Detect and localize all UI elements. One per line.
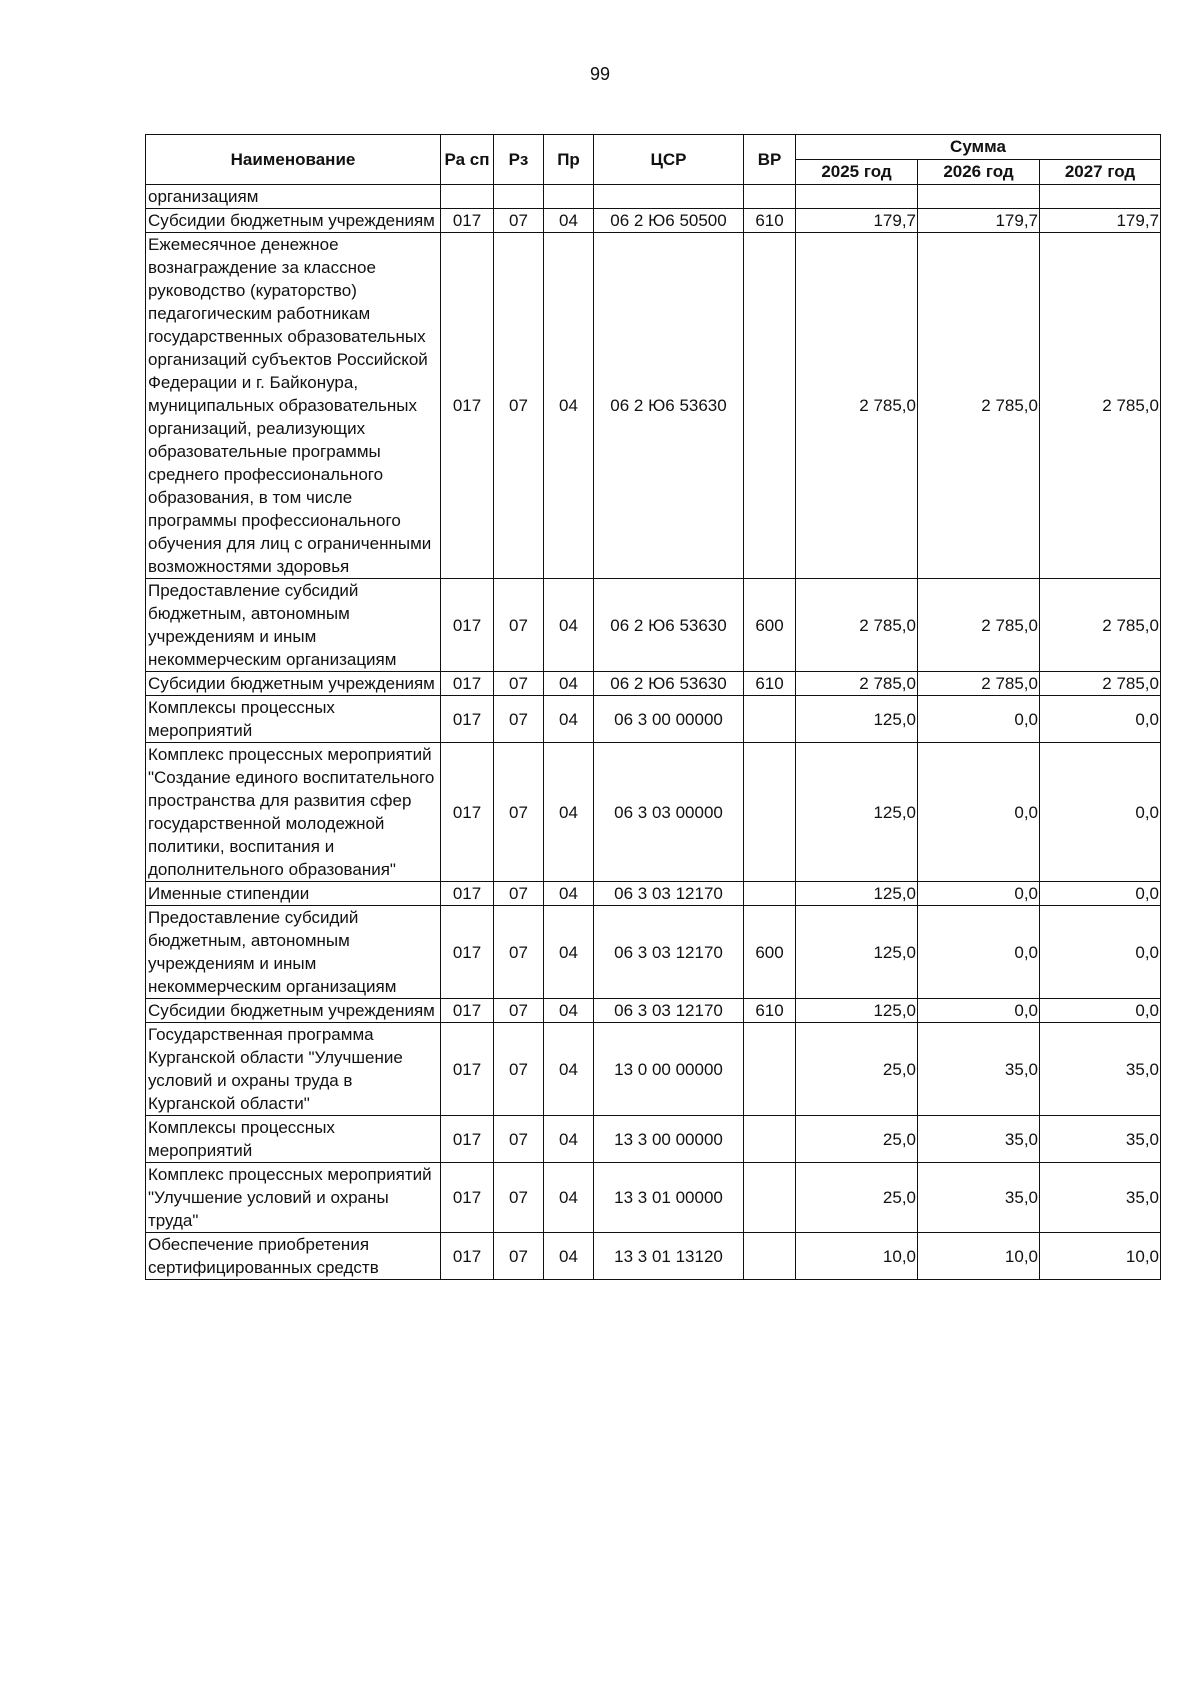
row-sum-2027-cell: 2 785,0 bbox=[1040, 233, 1161, 579]
row-sum-2026-cell: 35,0 bbox=[918, 1116, 1040, 1163]
row-sum-2027-cell: 35,0 bbox=[1040, 1163, 1161, 1233]
row-sum-2027-cell: 179,7 bbox=[1040, 209, 1161, 233]
row-pr-cell: 04 bbox=[544, 1163, 594, 1233]
table-header bbox=[146, 135, 1161, 185]
row-sum-2026-cell: 2 785,0 bbox=[918, 233, 1040, 579]
row-rasp-cell: 017 bbox=[441, 1233, 494, 1280]
header-year-2026: 2026 год bbox=[918, 160, 1040, 185]
row-rasp-cell: 017 bbox=[441, 579, 494, 672]
header-vr: ВР bbox=[744, 135, 796, 185]
table-row bbox=[146, 579, 1161, 672]
row-sum-2025-cell: 2 785,0 bbox=[796, 672, 918, 696]
row-sum-2027-cell: 35,0 bbox=[1040, 1023, 1161, 1116]
row-sum-2027-cell: 2 785,0 bbox=[1040, 579, 1161, 672]
row-rz-cell: 07 bbox=[494, 999, 544, 1023]
table-row bbox=[146, 906, 1161, 999]
row-pr-cell: 04 bbox=[544, 906, 594, 999]
header-year-2027: 2027 год bbox=[1040, 160, 1161, 185]
table-row bbox=[146, 672, 1161, 696]
row-sum-2027-cell: 2 785,0 bbox=[1040, 672, 1161, 696]
row-sum-2025-cell: 125,0 bbox=[796, 999, 918, 1023]
row-csr-cell: 13 3 01 00000 bbox=[594, 1163, 744, 1233]
row-csr-cell: 13 3 01 13120 bbox=[594, 1233, 744, 1280]
row-rz-cell: 07 bbox=[494, 233, 544, 579]
row-vr-cell bbox=[744, 743, 796, 882]
row-rasp-cell: 017 bbox=[441, 1163, 494, 1233]
row-vr-cell: 600 bbox=[744, 906, 796, 999]
row-sum-2025-cell: 25,0 bbox=[796, 1163, 918, 1233]
row-rz-cell bbox=[494, 185, 544, 209]
row-pr-cell: 04 bbox=[544, 209, 594, 233]
table-body bbox=[146, 185, 1161, 1280]
row-pr-cell: 04 bbox=[544, 882, 594, 906]
row-vr-cell bbox=[744, 185, 796, 209]
row-sum-2027-cell bbox=[1040, 185, 1161, 209]
row-pr-cell: 04 bbox=[544, 233, 594, 579]
row-sum-2026-cell: 35,0 bbox=[918, 1023, 1040, 1116]
row-name-cell: Субсидии бюджетным учреждениям bbox=[146, 209, 441, 233]
row-rz-cell: 07 bbox=[494, 906, 544, 999]
row-sum-2027-cell: 0,0 bbox=[1040, 696, 1161, 743]
row-rz-cell: 07 bbox=[494, 882, 544, 906]
table-row bbox=[146, 1163, 1161, 1233]
row-rasp-cell bbox=[441, 185, 494, 209]
row-rasp-cell: 017 bbox=[441, 906, 494, 999]
row-rz-cell: 07 bbox=[494, 1116, 544, 1163]
row-sum-2027-cell: 0,0 bbox=[1040, 743, 1161, 882]
row-vr-cell: 600 bbox=[744, 579, 796, 672]
row-rasp-cell: 017 bbox=[441, 672, 494, 696]
row-name-cell: организациям bbox=[146, 185, 441, 209]
row-csr-cell: 06 3 03 12170 bbox=[594, 999, 744, 1023]
row-rasp-cell: 017 bbox=[441, 882, 494, 906]
row-rz-cell: 07 bbox=[494, 696, 544, 743]
row-sum-2026-cell: 0,0 bbox=[918, 999, 1040, 1023]
row-pr-cell: 04 bbox=[544, 1233, 594, 1280]
budget-table bbox=[145, 134, 1161, 1280]
row-name-cell: Обеспечение приобретения сертифицированных средств bbox=[146, 1233, 441, 1280]
row-sum-2025-cell: 10,0 bbox=[796, 1233, 918, 1280]
row-vr-cell bbox=[744, 696, 796, 743]
row-sum-2026-cell: 2 785,0 bbox=[918, 579, 1040, 672]
row-pr-cell: 04 bbox=[544, 1116, 594, 1163]
row-sum-2025-cell: 125,0 bbox=[796, 906, 918, 999]
row-rz-cell: 07 bbox=[494, 743, 544, 882]
header-csr: ЦСР bbox=[594, 135, 744, 185]
row-pr-cell: 04 bbox=[544, 579, 594, 672]
row-sum-2026-cell: 0,0 bbox=[918, 696, 1040, 743]
row-vr-cell bbox=[744, 1116, 796, 1163]
row-csr-cell: 06 2 Ю6 53630 bbox=[594, 233, 744, 579]
row-csr-cell: 06 3 03 00000 bbox=[594, 743, 744, 882]
row-vr-cell bbox=[744, 1233, 796, 1280]
row-rz-cell: 07 bbox=[494, 579, 544, 672]
row-rz-cell: 07 bbox=[494, 1163, 544, 1233]
row-sum-2025-cell: 125,0 bbox=[796, 882, 918, 906]
header-name: Наименование bbox=[146, 135, 441, 185]
row-sum-2025-cell: 25,0 bbox=[796, 1116, 918, 1163]
row-sum-2025-cell bbox=[796, 185, 918, 209]
row-vr-cell: 610 bbox=[744, 209, 796, 233]
row-rasp-cell: 017 bbox=[441, 1023, 494, 1116]
row-sum-2026-cell: 0,0 bbox=[918, 882, 1040, 906]
table-row bbox=[146, 185, 1161, 209]
row-name-cell: Субсидии бюджетным учреждениям bbox=[146, 672, 441, 696]
table-row bbox=[146, 1116, 1161, 1163]
row-sum-2026-cell: 0,0 bbox=[918, 906, 1040, 999]
table-row bbox=[146, 209, 1161, 233]
page-number: 99 bbox=[589, 64, 611, 84]
row-csr-cell: 13 0 00 00000 bbox=[594, 1023, 744, 1116]
row-sum-2027-cell: 0,0 bbox=[1040, 906, 1161, 999]
row-sum-2027-cell: 35,0 bbox=[1040, 1116, 1161, 1163]
header-year-2025: 2025 год bbox=[796, 160, 918, 185]
row-csr-cell: 06 3 03 12170 bbox=[594, 906, 744, 999]
row-rz-cell: 07 bbox=[494, 1233, 544, 1280]
row-csr-cell bbox=[594, 185, 744, 209]
row-sum-2027-cell: 0,0 bbox=[1040, 999, 1161, 1023]
table-row bbox=[146, 1023, 1161, 1116]
row-pr-cell: 04 bbox=[544, 743, 594, 882]
header-rz: Рз bbox=[494, 135, 544, 185]
row-vr-cell: 610 bbox=[744, 672, 796, 696]
row-sum-2025-cell: 125,0 bbox=[796, 743, 918, 882]
row-name-cell: Комплексы процессных мероприятий bbox=[146, 696, 441, 743]
row-rasp-cell: 017 bbox=[441, 209, 494, 233]
row-sum-2025-cell: 2 785,0 bbox=[796, 579, 918, 672]
table-row bbox=[146, 696, 1161, 743]
row-name-cell: Предоставление субсидий бюджетным, автономным учреждениям и иным некоммерческим организациям bbox=[146, 906, 441, 999]
row-sum-2025-cell: 25,0 bbox=[796, 1023, 918, 1116]
row-sum-2025-cell: 2 785,0 bbox=[796, 233, 918, 579]
header-sum: Сумма bbox=[796, 135, 1161, 160]
row-name-cell: Комплекс процессных мероприятий "Создание единого воспитательного пространства для развития сфер государственной молодежной политики, воспитания и дополнительного образования" bbox=[146, 743, 441, 882]
row-vr-cell bbox=[744, 1163, 796, 1233]
row-rasp-cell: 017 bbox=[441, 696, 494, 743]
row-csr-cell: 06 2 Ю6 50500 bbox=[594, 209, 744, 233]
row-vr-cell bbox=[744, 1023, 796, 1116]
row-name-cell: Комплексы процессных мероприятий bbox=[146, 1116, 441, 1163]
row-name-cell: Субсидии бюджетным учреждениям bbox=[146, 999, 441, 1023]
table-row bbox=[146, 882, 1161, 906]
row-rz-cell: 07 bbox=[494, 209, 544, 233]
row-name-cell: Предоставление субсидий бюджетным, автономным учреждениям и иным некоммерческим организациям bbox=[146, 579, 441, 672]
row-csr-cell: 06 3 03 12170 bbox=[594, 882, 744, 906]
row-csr-cell: 06 3 00 00000 bbox=[594, 696, 744, 743]
header-rasp: Ра сп bbox=[441, 135, 494, 185]
table-row bbox=[146, 233, 1161, 579]
row-sum-2026-cell: 2 785,0 bbox=[918, 672, 1040, 696]
row-sum-2026-cell: 10,0 bbox=[918, 1233, 1040, 1280]
row-rz-cell: 07 bbox=[494, 1023, 544, 1116]
row-vr-cell: 610 bbox=[744, 999, 796, 1023]
row-sum-2027-cell: 0,0 bbox=[1040, 882, 1161, 906]
row-pr-cell: 04 bbox=[544, 999, 594, 1023]
header-row-top bbox=[146, 135, 1161, 160]
row-csr-cell: 06 2 Ю6 53630 bbox=[594, 579, 744, 672]
row-csr-cell: 06 2 Ю6 53630 bbox=[594, 672, 744, 696]
row-rasp-cell: 017 bbox=[441, 999, 494, 1023]
row-rz-cell: 07 bbox=[494, 672, 544, 696]
row-pr-cell bbox=[544, 185, 594, 209]
table-row bbox=[146, 743, 1161, 882]
row-vr-cell bbox=[744, 233, 796, 579]
row-name-cell: Именные стипендии bbox=[146, 882, 441, 906]
row-rasp-cell: 017 bbox=[441, 1116, 494, 1163]
table-row bbox=[146, 1233, 1161, 1280]
header-pr: Пр bbox=[544, 135, 594, 185]
row-vr-cell bbox=[744, 882, 796, 906]
row-name-cell: Комплекс процессных мероприятий "Улучшение условий и охраны труда" bbox=[146, 1163, 441, 1233]
row-pr-cell: 04 bbox=[544, 1023, 594, 1116]
row-sum-2026-cell: 179,7 bbox=[918, 209, 1040, 233]
row-sum-2026-cell: 35,0 bbox=[918, 1163, 1040, 1233]
row-csr-cell: 13 3 00 00000 bbox=[594, 1116, 744, 1163]
table-row bbox=[146, 999, 1161, 1023]
row-rasp-cell: 017 bbox=[441, 743, 494, 882]
row-name-cell: Государственная программа Курганской области "Улучшение условий и охраны труда в Курганской области" bbox=[146, 1023, 441, 1116]
row-name-cell: Ежемесячное денежное вознаграждение за классное руководство (кураторство) педагогическим работникам государственных образовательных организаций субъектов Российской Федерации и г. Байконура, муниципальных образовательных организаций, реализующих образовательные программы среднего профессионального образования, в том числе программы профессионального обучения для лиц с ограниченными возможностями здоровья bbox=[146, 233, 441, 579]
row-pr-cell: 04 bbox=[544, 672, 594, 696]
row-sum-2025-cell: 179,7 bbox=[796, 209, 918, 233]
row-sum-2026-cell: 0,0 bbox=[918, 743, 1040, 882]
row-sum-2027-cell: 10,0 bbox=[1040, 1233, 1161, 1280]
row-rasp-cell: 017 bbox=[441, 233, 494, 579]
row-pr-cell: 04 bbox=[544, 696, 594, 743]
row-sum-2025-cell: 125,0 bbox=[796, 696, 918, 743]
row-sum-2026-cell bbox=[918, 185, 1040, 209]
